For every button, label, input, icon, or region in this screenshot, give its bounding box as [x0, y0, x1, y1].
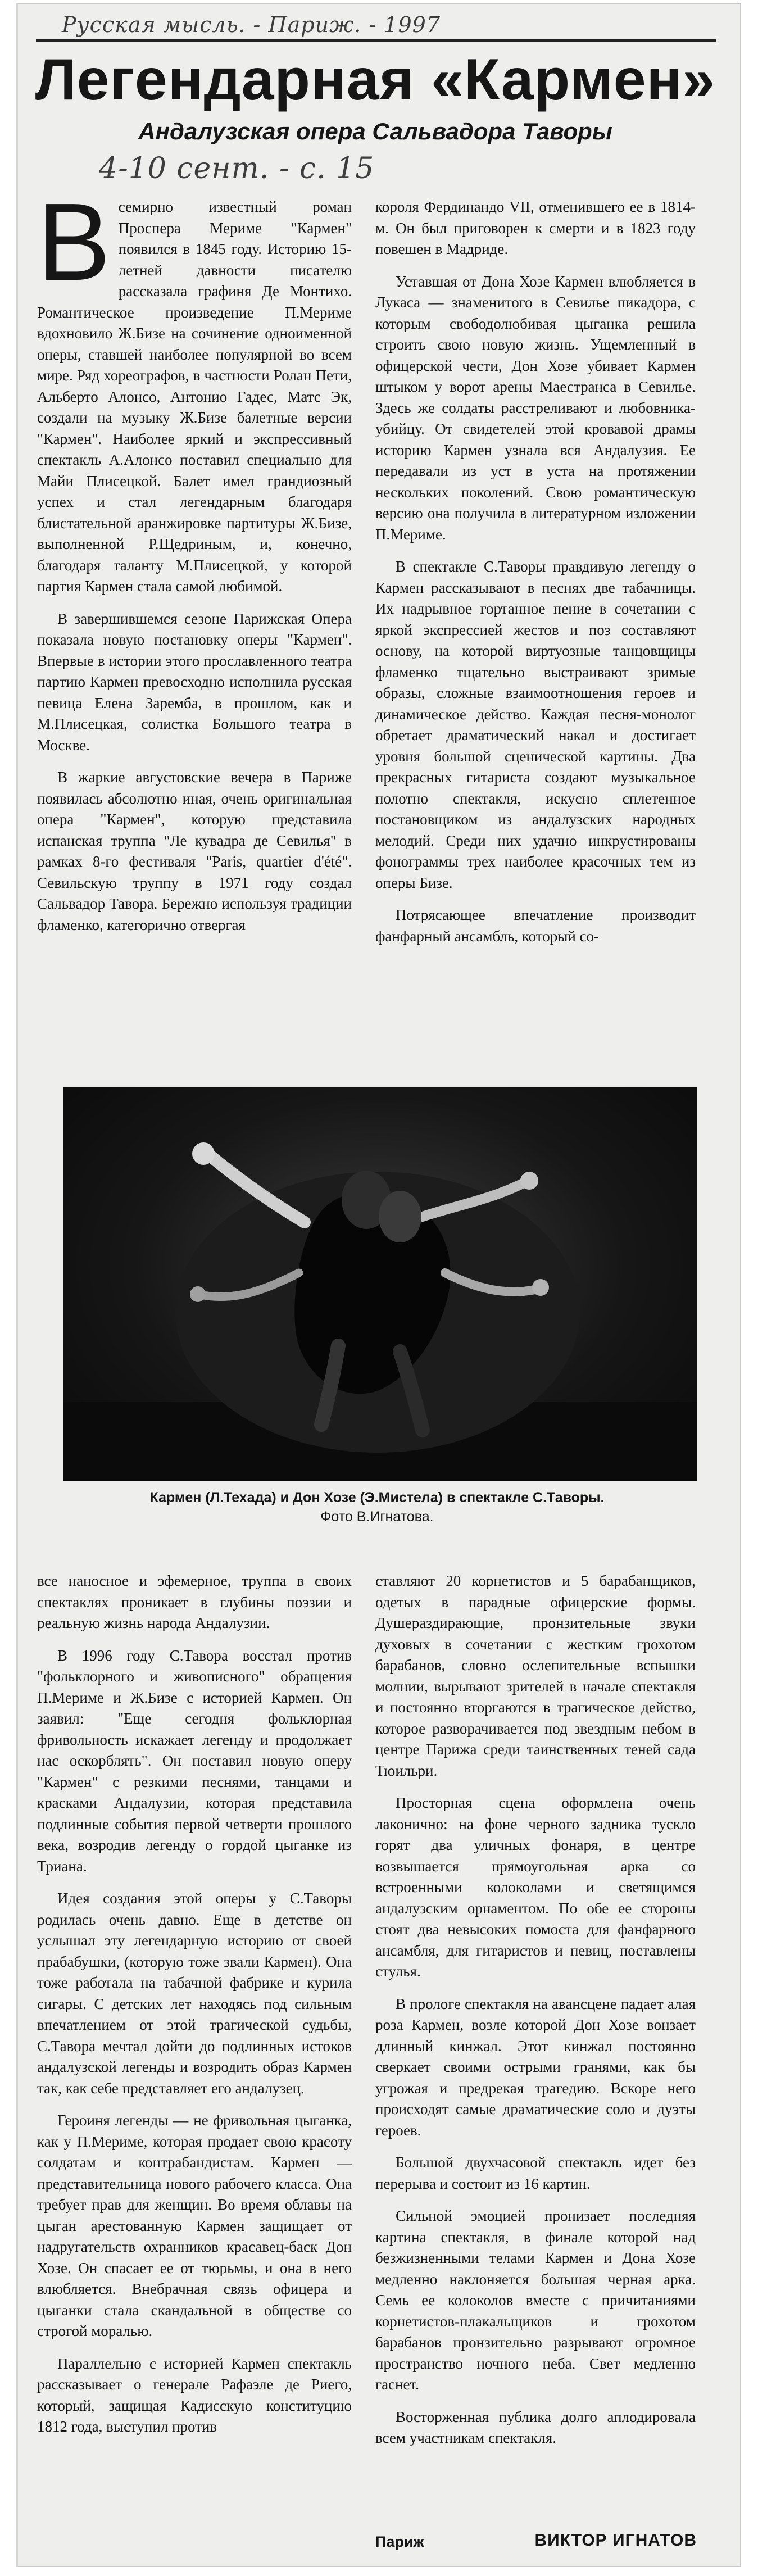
paragraph-6: В спектакле С.Таворы правдивую легенду о Кармен рассказывают в песнях две табачницы. Их надрывное гортанное пение в сочетании с яркой экспрессией жестов и поз составляют основу, на которой виртуозные танцовщицы фламенко тщательно выстраивают зримые образы, сложные взаимоотношения героев и динамическое действо. Каждая песня-монолог обретает драматический накал и достигает уровня большой сценической картины. Два прекрасных гитариста создают музыкальное полотно спектакля, искусно сплетенное постановщиком из андалузских народных мелодий. Среди них удачно инкрустированы фонограммы трех наиболее красочных тем из оперы Бизе. — [375, 558, 696, 891]
drop-cap-letter: В — [37, 180, 111, 303]
paragraph-1-text: семирно известный роман Проспера Мериме "Кармен" появился в 1845 году. Историю 15-летней давности писателю рассказала графиня Де Монтихо. Романтическое произведение П.Мериме вдохновило Ж.Бизе на сочинение одноименной оперы, ставшей наиболее популярной во всем мире. Ряд хореографов, в частности Ролан Пети, Альберто Алонсо, Антонио Гадес, Матс Эк, создали на музыку Ж.Бизе балетные версии "Кармен". Наиболее яркий и экспрессивный спектакль А.Алонсо поставил специально для Майи Плисецкой. Балет имел грандиозный успех и стал легендарным благодаря блистательной аранжировке партитуры Ж.Бизе, выполненной Р.Щедриным, и, конечно, благодаря таланту М.Плисецкой, у которой партия Кармен стала самой любимой. — [37, 198, 352, 595]
paragraph-15: В прологе спектакля на авансцене падает алая роза Кармен, возле которой Дон Хозе вонзает длинный кинжал. Этот кинжал постоянно сверкает своими острыми гранями, как бы угрожая и предрекая трагедию. Вскоре него происходят самые драматические соло и дуэты героев. — [375, 1995, 696, 2139]
article-column-4 — [375, 1571, 696, 2449]
header-rule — [36, 39, 716, 42]
photo-credit: Фото В.Игнатова. — [320, 1509, 434, 1525]
paragraph-2: В завершившемся сезоне Парижская Опера показала новую постановку оперы "Кармен". Впервые в истории этого прославленного театра партию Кармен превосходно исполнила русская певица Елена Заремба, в прошлом, как и М.Плисецкая, солистка Большого театра в Москве. — [37, 610, 352, 754]
paragraph-16: Большой двухчасовой спектакль идет без перерыва и состоит из 16 картин. — [375, 2154, 696, 2192]
paragraph-4: короля Фердинандо VII, отменившего ее в 1814-м. Он был приговорен к смерти и в 1823 году повешен в Мадриде. — [375, 198, 696, 257]
article-byline: ВИКТОР ИГНАТОВ — [534, 2531, 697, 2550]
article-column-2 — [375, 197, 696, 947]
article-column-3 — [37, 1571, 352, 2438]
performance-photo — [63, 1087, 697, 1481]
article-subheadline: Андалузская опера Сальвадора Таворы — [138, 118, 612, 144]
photo-caption — [37, 1488, 717, 1526]
paragraph-17: Сильной эмоцией пронизает последняя картина спектакля, в финале которой над безжизненными телами Кармен и Дона Хозе медленно наклоняется большая черная арка. Семь ее колоколов вместе с причитаниями корнетистов-плакальщиков и грохотом барабанов пронзительно разрывают огромное пространство ночного неба. Свет медленно гаснет. — [375, 2207, 696, 2393]
paragraph-13: ставляют 20 корнетистов и 5 барабанщиков, одетых в парадные офицерские формы. Душераздирающие, пронзительные звуки духовых в сочетании с жестким грохотом барабанов, словно ослепительные вспышки молнии, вырывают зрителей в начале спектакля и постоянно вторгаются в трагическое действо, которое разворачивается под звездным небом в центре Парижа среди таинственных теней сада Тюильри. — [375, 1572, 696, 1779]
paragraph-3: В жаркие августовские вечера в Париже появилась абсолютно иная, очень оригинальная опера "Кармен", которую представила испанская труппа "Ле кувадра де Севилья" в рамках 8-го фестиваля "Paris, quartier d'été". Севильскую труппу в 1971 году создал Сальвадор Тавора. Бережно используя традиции фламенко, категорично отвергая — [37, 769, 352, 933]
handwritten-source-note: Русская мысль. - Париж. - 1997 — [62, 12, 441, 37]
clipping-left-edge — [16, 3, 18, 2567]
article-dateline: Париж — [375, 2533, 424, 2550]
paragraph-18: Восторженная публика долго аплодировала всем участникам спектакля. — [375, 2408, 696, 2446]
paragraph-1 — [37, 180, 352, 597]
paragraph-11: Героиня легенды — не фривольная цыганка, как у П.Мериме, которая продает свою красоту солдатам и контрабандистам. Кармен — представительница нового рабочего класса. Она требует прав для женщин. Во время облавы на цыган арестованную Кармен защищает от надругательств охранников красавец-баск Дон Хозе. Он спасает ее от тюрьмы, и она в него влюбляется. Внебрачная связь офицера и цыганки стала скандальной в обществе со строгой моралью. — [37, 2112, 352, 2339]
paragraph-14: Просторная сцена оформлена очень лаконично: на фоне черного задника тускло горят два уличных фонаря, в центре возвышается прямоугольная арка со встроенными колоколами и светящимся андалузским орнаментом. По обе ее стороны стоят два невысоких помоста для фанфарного ансамбля, для гитаристов и певиц, поставлены стулья. — [375, 1794, 696, 1980]
article-headline: Легендарная «Кармен» — [35, 47, 716, 112]
paragraph-9: В 1996 году С.Тавора восстал против "фольклорного и живописного" обращения П.Мериме и Ж.Бизе с историей Кармен. Он заявил: "Еще сегодня фольклорная фривольность искажает легенду и продолжает нас оскорблять". Он поставил новую оперу "Кармен" с резкими песнями, танцами и красками Андалузии, которая представила подлинные события первой четверти прошлого века, возродив легенду о гордой цыганке из Триана. — [37, 1647, 352, 1875]
article-column-1 — [37, 180, 352, 936]
caption-text: Кармен (Л.Техада) и Дон Хозе (Э.Мистела) в спектакле С.Таворы. — [149, 1490, 605, 1505]
paragraph-5: Уставшая от Дона Хозе Кармен влюбляется в Лукаса — знаменитого в Севилье пикадора, с которым свободолюбивая цыганка решила строить свою новую жизнь. Ущемленный в офицерской чести, Дон Хозе убивает Кармен штыком у ворот арены Маестранса в Севилье. Здесь же солдаты расстреливают и любовника-убийцу. От свидетелей этой кровавой драмы историю Кармен узнала вся Андалузия. Ее передавали из уст в уста на протяжении нескольких поколений. Свою романтическую версию она получила в литературном изложении П.Мериме. — [375, 273, 696, 543]
paragraph-10: Идея создания этой оперы у С.Таворы родилась очень давно. Еще в детстве он услышал эту легендарную историю от своей прабабушки, (которую тоже звали Кармен). Она тоже работала на табачной фабрике и курила сигары. С детских лет находясь под сильным впечатлением от этой трагической судьбы, С.Тавора мечтал дойти до подлинных истоков андалузской легенды и возродить образ Кармен так, как себе представляет его андалузец. — [37, 1890, 352, 2097]
dancers-silhouette-image — [63, 1087, 697, 1481]
handwritten-date-note: 4-10 сент. - с. 15 — [99, 152, 375, 185]
paragraph-12: Параллельно с историей Кармен спектакль рассказывает о генерале Рафаэле де Риего, который, защищая Кадисскую конституцию 1812 года, выступил против — [37, 2355, 352, 2435]
paragraph-8: все наносное и эфемерное, труппа в своих спектаклях проникает в глубины поэзии и реальную жизнь народа Андалузии. — [37, 1572, 352, 1631]
paragraph-7: Потрясающее впечатление производит фанфарный ансамбль, который со- — [375, 906, 696, 945]
